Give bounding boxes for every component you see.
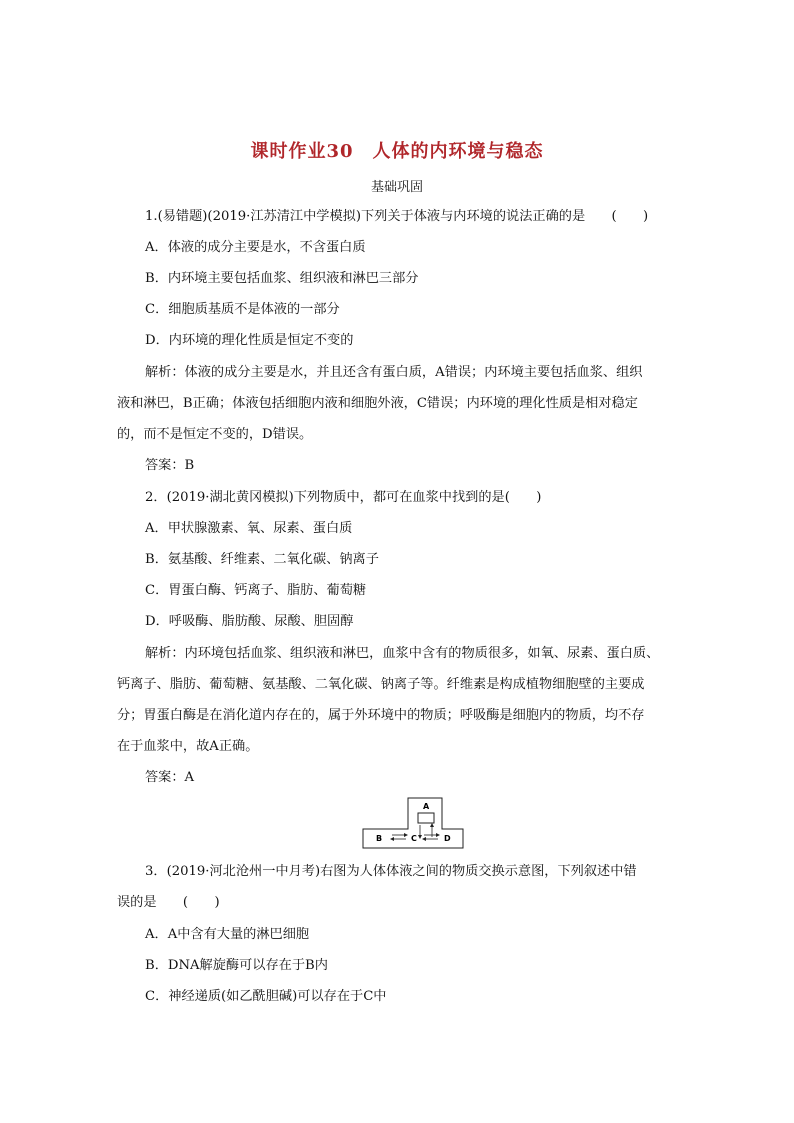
question-3-stem-line: 3．(2019·河北沧州一中月考)右图为人体体液之间的物质交换示意图，下列叙述中错 [145,864,637,879]
question-1-option-c: C．细胞质基质不是体液的一部分 [145,302,340,317]
question-2-analysis-line: 钙离子、脂肪、葡萄糖、氨基酸、二氧化碳、钠离子等。纤维素是构成植物细胞壁的主要成 [117,677,645,692]
question-2-option-b: B．氨基酸、纤维素、二氧化碳、钠离子 [145,552,379,567]
question-1-option-b: B．内环境主要包括血浆、组织液和淋巴三部分 [145,271,419,286]
section-subtitle: 基础巩固 [370,180,423,195]
question-1-stem: 1.(易错题)(2019·江苏清江中学模拟)下列关于体液与内环境的说法正确的是 ( ) [145,209,649,224]
body-fluid-exchange-diagram [362,797,464,849]
question-2-option-d: D．呼吸酶、脂肪酸、尿酸、胆固醇 [145,614,354,629]
question-2-option-c: C．胃蛋白酶、钙离子、脂肪、葡萄糖 [145,583,367,598]
question-1-analysis-line: 的，而不是恒定不变的，D错误。 [117,427,313,442]
question-2-answer: 答案：A [145,770,195,785]
question-3-option-b: B．DNA解旋酶可以存在于B内 [145,958,328,973]
question-2-analysis-line: 在于血浆中，故A正确。 [117,739,259,754]
question-1-answer: 答案：B [145,458,195,473]
diagram-label-c: C [411,834,417,843]
diagram-label-a: A [423,802,430,811]
diagram-label-b: B [376,834,383,843]
question-2-analysis-line: 分；胃蛋白酶是在消化道内存在的，属于外环境中的物质；呼吸酶是细胞内的物质，均不存 [117,708,645,723]
page-title: 课时作业30 人体的内环境与稳态 [250,141,544,162]
question-3-stem-line: 误的是 ( ) [117,895,220,910]
question-1-analysis-line: 解析：体液的成分主要是水，并且还含有蛋白质，A错误；内环境主要包括血浆、组织 [145,365,643,380]
question-3-option-c: C．神经递质(如乙酰胆碱)可以存在于C中 [145,989,387,1004]
question-1-option-d: D．内环境的理化性质是恒定不变的 [145,333,354,348]
question-1-analysis-line: 液和淋巴，B正确；体液包括细胞内液和细胞外液，C错误；内环境的理化性质是相对稳定 [117,396,638,411]
question-3-option-a: A．A中含有大量的淋巴细胞 [145,927,310,942]
question-2-stem: 2．(2019·湖北黄冈模拟)下列物质中，都可在血浆中找到的是( ) [145,490,542,505]
question-2-option-a: A．甲状腺激素、氧、尿素、蛋白质 [145,521,353,536]
question-1-option-a: A．体液的成分主要是水，不含蛋白质 [145,240,366,255]
diagram-label-d: D [444,834,451,843]
question-2-analysis-line: 解析：内环境包括血浆、组织液和淋巴，血浆中含有的物质很多，如氧、尿素、蛋白质、 [145,646,660,661]
